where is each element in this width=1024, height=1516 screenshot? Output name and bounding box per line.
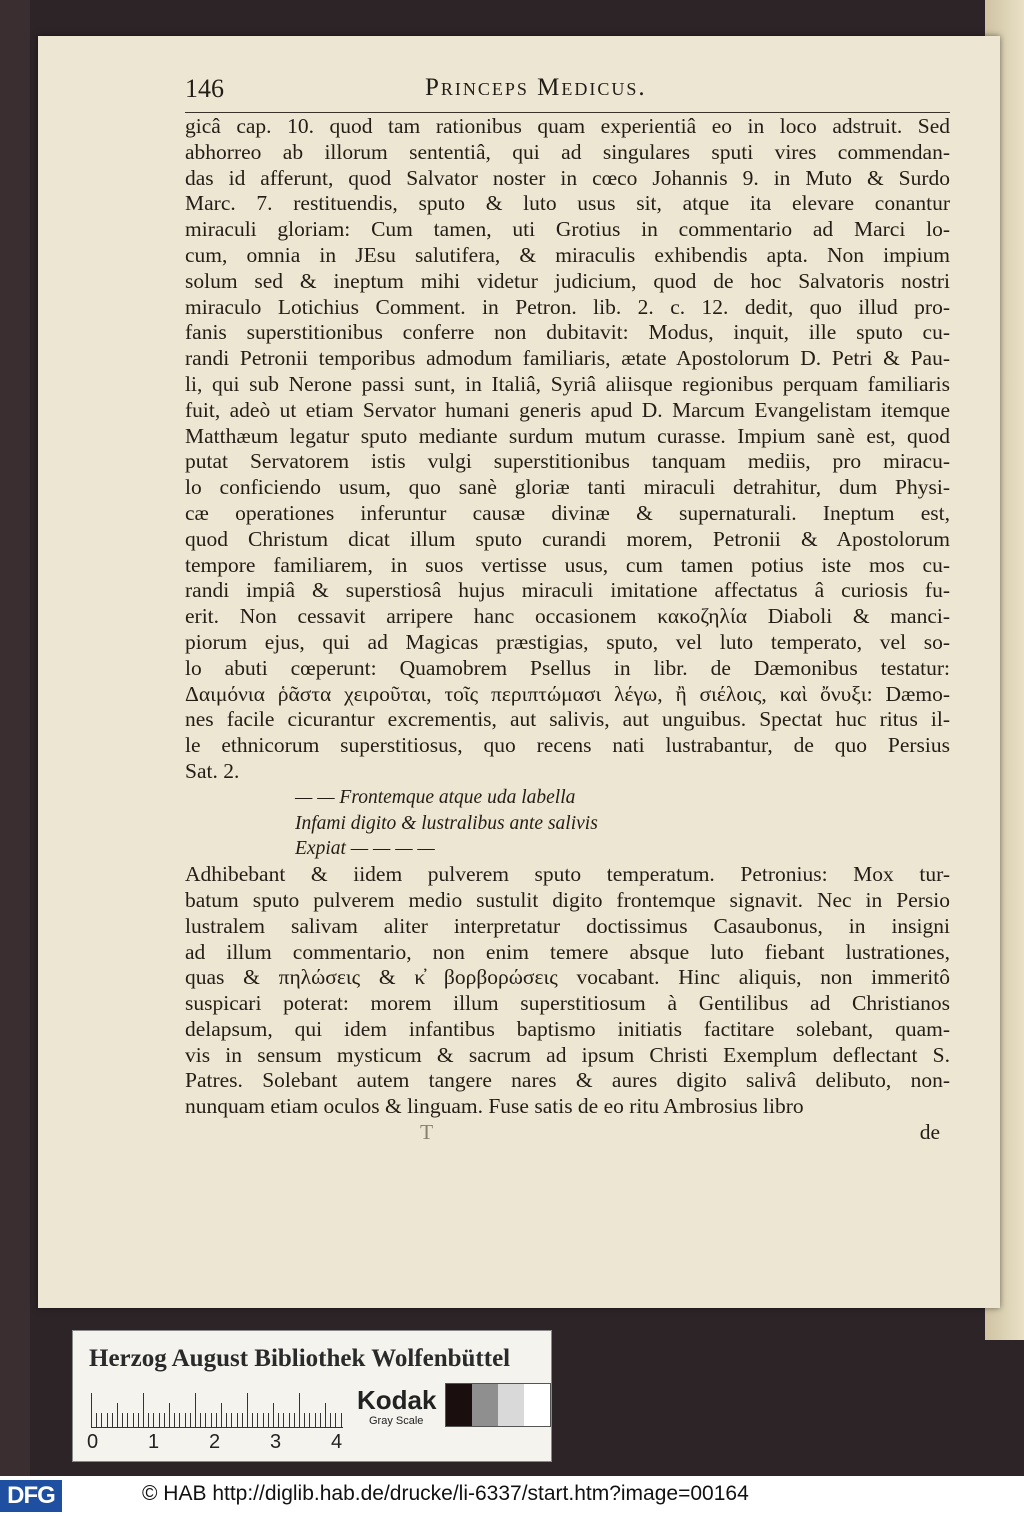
ruler-number: 2 [209, 1431, 221, 1453]
verse-line: Infami digito & lustralibus ante salivis [295, 812, 598, 834]
text-line: batum sputo pulverem medio sustulit digito frontemque signavit. Nec in Persio [185, 887, 950, 912]
ruler-tick [273, 1403, 274, 1427]
text-line: Δαιμόνια ῥᾶστα χειροῦται, τοῖς περιπτώμασι λέγω, ἢ σιέλοις, καὶ ὄνυξι: Dæmo- [185, 681, 950, 706]
text-line: randi impiâ & superstiosâ hujus miraculi imitatione affectatus â curiosis fu- [185, 578, 950, 603]
text-line: fuit, adeò ut etiam Servator humani generis apud D. Marcum Evangelistam itemque [185, 397, 950, 422]
ruler-tick [289, 1413, 290, 1427]
text-line: quas & πηλώσεις & κ̓ βορβορώσεις vocabant. Hinc aliquis, non immeritô [185, 965, 950, 990]
text-line: putat Servatorem istis vulgi superstitionibus tanquam mediis, pro miracu- [185, 449, 950, 474]
signature-mark: T [420, 1120, 434, 1145]
ruler-tick [221, 1403, 222, 1427]
gray-scale-label: Gray Scale [369, 1415, 424, 1427]
ruler-tick [226, 1413, 227, 1427]
library-name: Herzog August Bibliothek Wolfenbüttel [89, 1345, 511, 1372]
ruler-tick [263, 1413, 264, 1427]
kodak-brand: Kodak [357, 1385, 437, 1415]
dfg-logo: DFG [0, 1480, 62, 1512]
gray-scale-swatches [445, 1383, 551, 1427]
ruler-number: 0 [87, 1431, 99, 1453]
ruler-tick [169, 1403, 170, 1427]
ruler-tick [138, 1413, 139, 1427]
ruler-tick [320, 1413, 321, 1427]
ruler-tick [330, 1413, 331, 1427]
gray-swatch [524, 1384, 550, 1426]
ruler-tick [133, 1413, 134, 1427]
verse-quotation [185, 785, 950, 862]
ruler-tick [315, 1413, 316, 1427]
text-line: randi Petronii temporibus admodum familiaris, ætate Apostolorum D. Petri & Pau- [185, 346, 950, 371]
body-paragraph-2 [185, 862, 950, 1120]
catchword: T de [420, 1120, 940, 1145]
ruler-tick [164, 1413, 165, 1427]
page-body [185, 114, 950, 1146]
text-line: cum, omnia in JEsu salutifera, & miraculis exhibendis apta. Non impium [185, 242, 950, 267]
text-line: le ethnicorum superstitiosus, quo recens nati lustrabantur, de quo Persius [185, 733, 950, 758]
text-line: abhorreo ab illorum sententiâ, qui ad singulares sputi vires commendan- [185, 139, 950, 164]
ruler-tick [179, 1413, 180, 1427]
ruler-tick [242, 1413, 243, 1427]
ruler-tick [268, 1413, 269, 1427]
ruler-tick [91, 1393, 92, 1427]
ruler-tick [237, 1413, 238, 1427]
ruler-tick [200, 1413, 201, 1427]
text-line: Matthæum legatur sputo mediante surdum mutum curasse. Impium sanè est, quod [185, 423, 950, 448]
ruler-tick [205, 1413, 206, 1427]
text-line: nunquam etiam oculos & linguam. Fuse satis de eo ritu Ambrosius libro [185, 1094, 804, 1119]
ruler-tick [341, 1413, 342, 1427]
footer-bar [0, 1476, 1024, 1516]
text-line: Marc. 7. restituendis, sputo & luto usus sit, atque ita elevare conantur [185, 191, 950, 216]
book-edge-left [0, 0, 30, 1476]
ruler-tick [283, 1413, 284, 1427]
ruler-tick [216, 1413, 217, 1427]
library-label-card [72, 1330, 552, 1462]
verse-line: Expiat — — — — [295, 838, 435, 860]
ruler-tick [96, 1413, 97, 1427]
text-line: vis in sensum mysticum & sacrum ad ipsum Christi Exemplum deflectant S. [185, 1042, 950, 1067]
page-header [185, 72, 950, 113]
ruler-tick [325, 1403, 326, 1427]
ruler-tick [117, 1403, 118, 1427]
text-line: miraculo Lotichius Comment. in Petron. lib. 2. c. 12. dedit, quo illud pro- [185, 294, 950, 319]
ruler-tick [174, 1413, 175, 1427]
text-line: quod Christum dicat illum sputo curandi morem, Petronii & Apostolorum [185, 526, 950, 551]
ruler-tick [211, 1413, 212, 1427]
text-line: cæ operationes inferuntur causæ divinæ & supernaturali. Ineptum est, [185, 500, 950, 525]
ruler-tick [107, 1413, 108, 1427]
text-line: suspicari poterat: morem illum superstitiosum à Gentilibus ad Christianos [185, 991, 950, 1016]
text-line: tempore familiarem, in suos vertisse usus, cum tamen potius iste mos cu- [185, 552, 950, 577]
text-line: Adhibebant & iidem pulverem sputo temperatum. Petronius: Mox tur- [185, 862, 950, 887]
ruler-tick [148, 1413, 149, 1427]
ruler-number: 4 [331, 1431, 343, 1453]
gray-swatch [498, 1384, 524, 1426]
text-line: delapsum, qui idem infantibus baptismo initiatis factitare solebant, quam- [185, 1016, 950, 1041]
verse-line: — — Frontemque atque uda labella [295, 786, 576, 808]
ruler-tick [190, 1413, 191, 1427]
text-line: erit. Non cessavit arripere hanc occasionem κακοζηλία Diaboli & manci- [185, 604, 950, 629]
page-number: 146 [185, 74, 224, 103]
ruler-number: 3 [270, 1431, 282, 1453]
ruler-tick [112, 1413, 113, 1427]
running-title: Princeps Medicus. [425, 74, 647, 101]
ruler-tick [122, 1413, 123, 1427]
ruler-number: 1 [148, 1431, 160, 1453]
text-line: Patres. Solebant autem tangere nares & aures digito salivâ delibuto, non- [185, 1068, 950, 1093]
ruler-tick [335, 1413, 336, 1427]
ruler-tick [294, 1413, 295, 1427]
ruler-tick [153, 1413, 154, 1427]
ruler-tick [185, 1413, 186, 1427]
text-line: lo conficiendo usum, quo sanè gloriæ tanti miraculi detrahitur, dum Physi- [185, 475, 950, 500]
copyright-link[interactable]: © HAB http://diglib.hab.de/drucke/li-6337/start.htm?image=00164 [142, 1482, 749, 1505]
ruler-tick [278, 1413, 279, 1427]
text-line: das id afferunt, quod Salvator noster in cœco Johannis 9. in Muto & Surdo [185, 165, 950, 190]
text-line: miraculi gloriam: Cum tamen, uti Grotius in commentario ad Marci lo- [185, 217, 950, 242]
ruler-tick [143, 1393, 144, 1427]
ruler-tick [127, 1413, 128, 1427]
ruler-tick [252, 1413, 253, 1427]
text-line: lo abuti cœperunt: Quamobrem Psellus in libr. de Dæmonibus testatur: [185, 655, 950, 680]
text-line: ad illum commentario, non enim temere absque luto fiebant lustrationes, [185, 939, 950, 964]
text-line: nes facile cicurantur excrementis, aut salivis, aut unguibus. Spectat huc ritus il- [185, 707, 950, 732]
ruler-tick [159, 1413, 160, 1427]
ruler-tick [299, 1393, 300, 1427]
text-line: Sat. 2. [185, 758, 240, 783]
text-line: gicâ cap. 10. quod tam rationibus quam experientiâ eo in loco adstruit. Sed [185, 114, 950, 138]
scale-ruler [91, 1389, 343, 1428]
text-line: solum sed & ineptum mihi videtur judicium, quod de hoc Salvatoris nostri [185, 268, 950, 293]
ruler-tick [231, 1413, 232, 1427]
gray-swatch [446, 1384, 472, 1426]
ruler-tick [304, 1413, 305, 1427]
text-line: lustralem salivam aliter interpretatur doctissimus Casaubonus, in insigni [185, 913, 950, 938]
text-line: fanis superstitionibus conferre non dubitavit: Modus, inquit, ille sputo cu- [185, 320, 950, 345]
ruler-tick [247, 1393, 248, 1427]
ruler-tick [195, 1393, 196, 1427]
body-paragraph-1 [185, 114, 950, 785]
ruler-tick [101, 1413, 102, 1427]
text-line: li, qui sub Nerone passi sunt, in Italiâ, Syriâ aliisque regionibus perquam familiaris [185, 371, 950, 396]
ruler-tick [257, 1413, 258, 1427]
gray-swatch [472, 1384, 498, 1426]
text-line: piorum ejus, qui ad Magicas præstigias, sputo, vel luto temperato, vel so- [185, 629, 950, 654]
ruler-tick [309, 1413, 310, 1427]
